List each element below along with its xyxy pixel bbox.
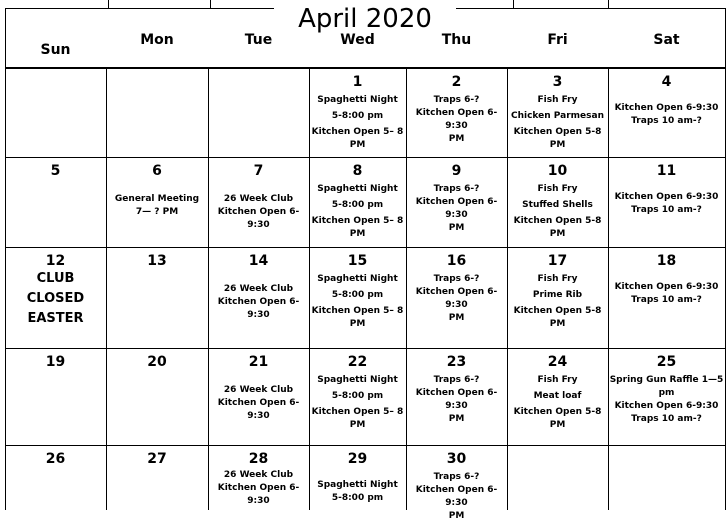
day-number: 11 bbox=[656, 163, 677, 179]
event-list bbox=[507, 374, 608, 432]
event-line: Kitchen Open 6-9:30 bbox=[415, 388, 498, 411]
event-line: Kitchen Open 5-8 bbox=[513, 127, 602, 137]
event-line: Kitchen Open 6-9:30 bbox=[614, 103, 719, 113]
event-line: Traps 10 am-? bbox=[631, 414, 702, 424]
event-line: Traps 10 am-? bbox=[631, 295, 702, 305]
event-list bbox=[208, 384, 309, 423]
day-cell-13 bbox=[106, 247, 208, 348]
event-line: Kitchen Open 5– 8 bbox=[311, 306, 404, 316]
day-number: 30 bbox=[446, 451, 467, 467]
event-list bbox=[406, 183, 507, 235]
day-cell-27 bbox=[106, 445, 208, 510]
day-cell-19 bbox=[5, 348, 106, 445]
event-line: Spaghetti Night bbox=[317, 274, 398, 284]
day-number: 19 bbox=[45, 354, 66, 370]
day-number: 25 bbox=[656, 354, 677, 370]
event-line: Kitchen Open 6-9:30 bbox=[614, 192, 719, 202]
closure-notice: CLUB bbox=[36, 271, 75, 286]
day-cell-23 bbox=[406, 348, 507, 445]
day-number: 4 bbox=[661, 74, 672, 90]
day-cell-24 bbox=[507, 348, 608, 445]
day-number: 9 bbox=[451, 163, 462, 179]
day-number: 27 bbox=[147, 451, 167, 467]
day-number: 1 bbox=[352, 74, 363, 90]
day-cell-16 bbox=[406, 247, 507, 348]
event-list bbox=[608, 102, 725, 128]
day-number: 18 bbox=[656, 253, 677, 269]
event-list bbox=[507, 94, 608, 152]
event-line: PM bbox=[549, 140, 566, 150]
event-line: PM bbox=[448, 134, 465, 144]
event-list bbox=[309, 94, 406, 152]
weekday-header-tue: Tue bbox=[244, 32, 273, 48]
event-list bbox=[608, 281, 725, 307]
event-line: Traps 10 am-? bbox=[631, 116, 702, 126]
event-line: Spaghetti Night bbox=[317, 184, 398, 194]
event-line: Kitchen Open 5– 8 bbox=[311, 216, 404, 226]
event-list bbox=[208, 193, 309, 232]
day-cell-11 bbox=[608, 157, 725, 247]
event-line: Meat loaf bbox=[533, 391, 582, 401]
event-line: 5-8:00 pm bbox=[331, 200, 384, 210]
day-number: 24 bbox=[547, 354, 568, 370]
day-cell-8 bbox=[309, 157, 406, 247]
event-line: Fish Fry bbox=[537, 184, 578, 194]
event-line: Fish Fry bbox=[537, 274, 578, 284]
event-line: 26 Week Club bbox=[223, 194, 294, 204]
event-line: Kitchen Open 6-9:30 bbox=[217, 207, 300, 230]
event-line: Kitchen Open 5– 8 bbox=[311, 127, 404, 137]
empty-day-cell bbox=[608, 445, 725, 510]
event-list bbox=[507, 183, 608, 241]
closure-notice: CLOSED bbox=[26, 291, 85, 306]
event-line: PM bbox=[349, 319, 366, 329]
day-number: 21 bbox=[248, 354, 269, 370]
weekday-header-sat: Sat bbox=[653, 32, 680, 48]
day-cell-12 bbox=[5, 247, 106, 348]
day-number: 22 bbox=[347, 354, 368, 370]
day-number: 23 bbox=[446, 354, 467, 370]
event-line: Traps 6-? bbox=[433, 375, 480, 385]
event-line: Kitchen Open 5-8 bbox=[513, 407, 602, 417]
event-line: Spring Gun Raffle 1—5 pm bbox=[609, 375, 724, 398]
event-line: Spaghetti Night bbox=[317, 480, 398, 490]
event-list bbox=[309, 183, 406, 241]
event-line: Kitchen Open 6-9:30 bbox=[614, 401, 719, 411]
empty-day-cell bbox=[208, 68, 309, 157]
event-line: Kitchen Open 5-8 bbox=[513, 216, 602, 226]
grid-border-right bbox=[725, 8, 726, 510]
event-list bbox=[309, 374, 406, 432]
day-number: 8 bbox=[352, 163, 363, 179]
event-list bbox=[208, 469, 309, 508]
event-line: PM bbox=[349, 140, 366, 150]
event-line: Stuffed Shells bbox=[522, 200, 593, 210]
event-list bbox=[608, 191, 725, 217]
event-line: General Meeting bbox=[114, 194, 200, 204]
day-cell-6 bbox=[106, 157, 208, 247]
day-cell-22 bbox=[309, 348, 406, 445]
event-line: 26 Week Club bbox=[223, 385, 294, 395]
event-line: 7— ? PM bbox=[135, 207, 179, 217]
event-line: Traps 6-? bbox=[433, 95, 480, 105]
day-cell-5 bbox=[5, 157, 106, 247]
day-number: 26 bbox=[45, 451, 66, 467]
day-cell-4 bbox=[608, 68, 725, 157]
event-line: Spaghetti Night bbox=[317, 95, 398, 105]
event-line: Prime Rib bbox=[532, 290, 583, 300]
event-line: Kitchen Open 6-9:30 bbox=[415, 108, 498, 131]
calendar-title: April 2020 bbox=[274, 0, 456, 36]
day-cell-25 bbox=[608, 348, 725, 445]
event-line: Fish Fry bbox=[537, 375, 578, 385]
day-number: 28 bbox=[248, 451, 269, 467]
event-line: 5-8:00 pm bbox=[331, 111, 384, 121]
day-number: 2 bbox=[451, 74, 462, 90]
event-list bbox=[406, 94, 507, 146]
event-line: Chicken Parmesan bbox=[510, 111, 604, 121]
event-line: Traps 6-? bbox=[433, 274, 480, 284]
event-list bbox=[208, 283, 309, 322]
weekday-header-thu: Thu bbox=[441, 32, 472, 48]
day-cell-21 bbox=[208, 348, 309, 445]
empty-day-cell bbox=[106, 68, 208, 157]
event-line: PM bbox=[349, 420, 366, 430]
event-line: Kitchen Open 6-9:30 bbox=[415, 197, 498, 220]
event-line: PM bbox=[448, 511, 465, 521]
day-cell-10 bbox=[507, 157, 608, 247]
day-cell-15 bbox=[309, 247, 406, 348]
event-line: Kitchen Open 6-9:30 bbox=[217, 398, 300, 421]
event-line: Kitchen Open 6-9:30 bbox=[217, 483, 300, 506]
day-number: 14 bbox=[248, 253, 269, 269]
event-line: PM bbox=[448, 414, 465, 424]
event-line: Fish Fry bbox=[537, 95, 578, 105]
day-cell-30 bbox=[406, 445, 507, 521]
day-number: 15 bbox=[347, 253, 368, 269]
event-line: Spaghetti Night bbox=[317, 375, 398, 385]
event-line: 26 Week Club bbox=[223, 470, 294, 480]
event-line: 5-8:00 pm bbox=[331, 493, 384, 503]
weekday-header-mon: Mon bbox=[140, 32, 174, 48]
day-cell-28 bbox=[208, 445, 309, 510]
event-line: Kitchen Open 6-9:30 bbox=[614, 282, 719, 292]
event-list bbox=[406, 471, 507, 523]
day-number: 29 bbox=[347, 451, 368, 467]
day-number: 6 bbox=[152, 163, 162, 179]
day-cell-18 bbox=[608, 247, 725, 348]
empty-day-cell bbox=[507, 445, 608, 510]
event-list bbox=[406, 374, 507, 426]
event-list bbox=[608, 374, 725, 426]
day-cell-14 bbox=[208, 247, 309, 348]
day-cell-29 bbox=[309, 445, 406, 510]
weekday-header-sun: Sun bbox=[40, 42, 71, 58]
empty-day-cell bbox=[5, 68, 106, 157]
day-number: 12 bbox=[45, 253, 66, 269]
day-number: 7 bbox=[253, 163, 264, 179]
day-cell-7 bbox=[208, 157, 309, 247]
event-line: Kitchen Open 5– 8 bbox=[311, 407, 404, 417]
event-line: Kitchen Open 5-8 bbox=[513, 306, 602, 316]
closure-notice: EASTER bbox=[27, 311, 84, 326]
event-line: PM bbox=[549, 420, 566, 430]
event-list bbox=[406, 273, 507, 325]
event-line: Traps 6-? bbox=[433, 184, 480, 194]
weekday-header-wed: Wed bbox=[340, 32, 375, 48]
event-line: 5-8:00 pm bbox=[331, 290, 384, 300]
event-list bbox=[309, 273, 406, 331]
event-list bbox=[106, 193, 208, 219]
event-line: 26 Week Club bbox=[223, 284, 294, 294]
day-number: 3 bbox=[552, 74, 563, 90]
day-cell-26 bbox=[5, 445, 106, 510]
day-number: 13 bbox=[147, 253, 167, 269]
event-line: Kitchen Open 6-9:30 bbox=[415, 485, 498, 508]
day-cell-3 bbox=[507, 68, 608, 157]
event-line: Traps 6-? bbox=[433, 472, 480, 482]
day-cell-9 bbox=[406, 157, 507, 247]
day-number: 5 bbox=[50, 163, 61, 179]
event-line: Traps 10 am-? bbox=[631, 205, 702, 215]
event-line: PM bbox=[549, 229, 566, 239]
event-line: 5-8:00 pm bbox=[331, 391, 384, 401]
event-line: PM bbox=[448, 313, 465, 323]
event-line: PM bbox=[549, 319, 566, 329]
day-number: 17 bbox=[547, 253, 568, 269]
day-cell-2 bbox=[406, 68, 507, 157]
event-line: Kitchen Open 6-9:30 bbox=[415, 287, 498, 310]
event-line: PM bbox=[448, 223, 465, 233]
day-number: 16 bbox=[446, 253, 467, 269]
day-cell-1 bbox=[309, 68, 406, 157]
day-cell-17 bbox=[507, 247, 608, 348]
day-number: 20 bbox=[147, 354, 167, 370]
weekday-header-fri: Fri bbox=[547, 32, 568, 48]
event-line: Kitchen Open 6-9:30 bbox=[217, 297, 300, 320]
event-list bbox=[309, 479, 406, 505]
day-number: 10 bbox=[547, 163, 568, 179]
day-cell-20 bbox=[106, 348, 208, 445]
event-line: PM bbox=[349, 229, 366, 239]
event-list bbox=[507, 273, 608, 331]
